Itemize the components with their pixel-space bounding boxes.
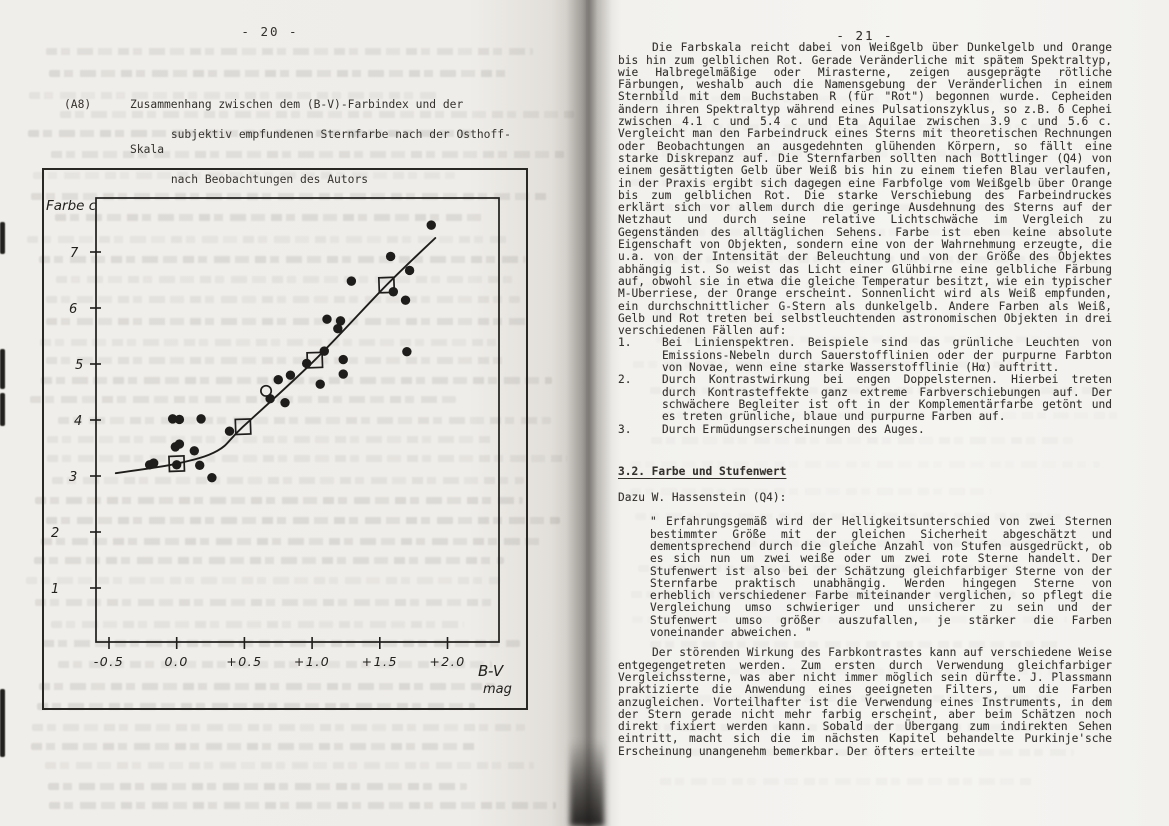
- x-tick-label: +1.5: [361, 654, 398, 669]
- hassenstein-quote: " Erfahrungsgemäß wird der Helligkeitsunterschied von zwei Sternen bestimmter Größe mit der gleichen Sicherheit abgeschätzt und dementsprechend durch die gleiche Anzahl von Stufen ausgedrückt, ob es sich nun um zwei weiße oder um zwei rote Sterne handelt. Der Stufenwert ist also bei der Schätzung gleichfarbiger Sterne von der Sternfarbe praktisch unabhängig. Werden hingegen Sterne von erheblich verschiedener Farbe miteinander verglichen, so pflegt die Vergleichung umso schwieriger und unsicherer zu sein und der Stufenwert umso größer auszufallen, je stärker die Farben voneinander abweichen. ": [650, 515, 1112, 640]
- data-point-dot: [280, 398, 289, 407]
- list-item: [618, 337, 1112, 374]
- data-point-dot: [196, 414, 205, 423]
- list-item-number: 2.: [618, 373, 632, 387]
- list-item: [618, 424, 1112, 436]
- y-tick-label: 2: [51, 526, 60, 541]
- data-point-dot: [405, 266, 414, 275]
- data-point-dot: [427, 220, 436, 229]
- list-item-number: 3.: [618, 422, 632, 436]
- x-tick-label: +0.5: [226, 654, 263, 669]
- figure-caption-label: (A8): [64, 98, 92, 111]
- data-point-dot: [339, 355, 348, 364]
- figure-caption-text: Zusammenhang zwischen dem (B-V)-Farbindex und der subjektiv empfundenen Sternfarbe nach der Osthoff-Skala nach Beobachtungen des Autors: [130, 98, 511, 186]
- page-number-left: - 20 -: [241, 24, 299, 39]
- y-tick-label: 5: [75, 358, 84, 373]
- y-tick-label: 7: [70, 246, 79, 261]
- paragraph-farbkontrast: Der störenden Wirkung des Farbkontrastes kann auf verschiedene Weise entgegengetreten werden. Zum ersten durch Verwendung gleichfarbiger Vergleichssterne, was aber nicht immer möglich sein dürfte. J. Plassmann praktizierte die Anwendung eines geeigneten Filters, um die Farben anzugleichen. Vorteilhafter ist die Verwendung eines Instruments, in dem der Stern gerade nicht mehr farbig erscheint, aber beim Schätzen noch direkt fixiert werden kann. Sobald der Übergang zum indirekten Sehen eintritt, macht sich die im nächsten Kapitel behandelte Purkinje'sche Erscheinung unangenehm bemerkbar. Der öfters erteilte: [618, 646, 1112, 758]
- figure-a8-scatter-plot: [42, 168, 528, 710]
- data-point-dot: [401, 295, 410, 304]
- x-tick-label: 0.0: [164, 654, 189, 669]
- trend-curve: [116, 238, 436, 473]
- quote-attribution: Dazu W. Hassenstein (Q4):: [618, 491, 787, 505]
- page-number-right: - 21 -: [836, 28, 894, 43]
- list-item-text: Bei Linienspektren. Beispiele sind das grünliche Leuchten von Emissions-Nebeln durch Sauerstofflinien oder der purpurne Farbton von Novae, wenn eine starke Wasserstofflinie (Hα) auftritt.: [662, 336, 1112, 375]
- scan-edge-mark: [0, 689, 5, 757]
- list-item-text: Durch Ermüdungserscheinungen des Auges.: [662, 422, 925, 436]
- list-item-number: 1.: [618, 336, 632, 350]
- data-point-dot: [322, 315, 331, 324]
- list-item-text: Durch Kontrastwirkung bei engen Doppelsternen. Hierbei treten durch Kontrasteffekte ganz extreme Farbverschiebungen auf. Der schwächere Begleiter ist oft in der Komplementärfarbe getönt und es treten grünliche, blaue und purpurne Farben auf.: [662, 373, 1112, 424]
- x-tick-label: +2.0: [429, 654, 466, 669]
- x-tick-label: -0.5: [93, 654, 125, 669]
- data-point-dot: [195, 461, 204, 470]
- data-point-dot: [149, 458, 158, 467]
- data-point-open-circle: [261, 386, 271, 396]
- list-item: [618, 374, 1112, 423]
- x-tick-label: +1.0: [293, 654, 331, 669]
- paragraph-farbskala: Die Farbskala reicht dabei von Weißgelb über Dunkelgelb und Orange bis hin zum gelblichen Rot. Gerade Veränderliche mit spätem Spektraltyp, wie Halbregelmäßige oder Mirasterne, zeigen ausgeprägte rötliche Färbungen, weshalb auch die Namensgebung der Veränderlichen in einem Sternbild mit dem Buchstaben R (für "Rot") begonnen wurde. Cepheiden ändern ihren Spektraltyp während eines Pulsationszyklus, so z.B. δ Cephei zwischen 4.1 c und 5.4 c und Eta Aquilae zwischen 3.9 c und 5.6 c. Vergleicht man den Farbeindruck eines Sterns mit theoretischen Rechnungen oder Beobachtungen an ausgedehnten glühenden Körpern, so fällt eine starke Diskrepanz auf. Die Sternfarben sollten nach Bottlinger (Q4) von einem gesättigten Gelb über Weiß bis hin zu einem tiefen Blau verlaufen, in der Praxis ergibt sich dagegen eine Farbfolge vom Weißgelb über Orange bis zum gelblichen Rot. Die starke Verschiebung des Farbeindruckes erklärt sich vor allem durch die geringe Ausdehnung des Sterns auf der Netzhaut und durch seine relative Lichtschwäche im Vergleich zu Gegenständen des alltäglichen Sehens. Farbe ist eben keine absolute Eigenschaft von Objekten, sondern eine von der Wahrnehmung erzeugte, die u.a. von der Intensität der Beleuchtung und von der Größe des Objektes abhängig ist. So weist das Licht einer Glühbirne eine gelbliche Färbung auf, obwohl sie in etwa die gleiche Temperatur besitzt, wie ein typischer M-Uberriese, der Orange erscheint. Sonnenlicht wird als Weiß empfunden, ein durchschnittlicher G-Stern als dunkelgelb. Andere Farben als Weiß, Gelb und Rot treten bei selbstleuchtenden astronomischen Objekten in drei verschiedenen Fällen auf:: [618, 41, 1112, 338]
- data-point-dot: [172, 460, 181, 469]
- page-right-text-column: [618, 30, 1112, 758]
- scan-edge-mark: [0, 349, 5, 389]
- data-point-dot: [175, 415, 184, 424]
- data-point-dot: [320, 346, 329, 355]
- data-point-dot: [286, 371, 295, 380]
- data-point-dot: [190, 446, 199, 455]
- data-point-dot: [386, 252, 395, 261]
- y-tick-label: 3: [69, 470, 78, 485]
- x-axis-unit-label: mag: [483, 682, 512, 697]
- y-tick-label: 4: [74, 414, 83, 429]
- data-point-dot: [402, 347, 411, 356]
- gutter-bottom-shadow: [570, 740, 604, 826]
- y-axis-label: Farbe c: [46, 198, 97, 214]
- data-point-dot: [274, 375, 283, 384]
- data-point-dot: [347, 276, 356, 285]
- data-point-dot: [225, 427, 234, 436]
- data-point-dot: [336, 316, 345, 325]
- data-point-dot: [316, 379, 325, 388]
- plot-frame: [96, 198, 499, 642]
- section-heading: 3.2. Farbe und Stufenwert: [618, 464, 787, 478]
- y-tick-label: 1: [51, 582, 60, 597]
- chart-svg: [42, 168, 528, 710]
- scan-edge-mark: [0, 393, 5, 426]
- x-axis-label: B-V: [478, 662, 504, 680]
- data-point-dot: [339, 369, 348, 378]
- y-tick-label: 6: [69, 302, 78, 317]
- data-point-dot: [175, 439, 184, 448]
- scan-edge-mark: [0, 222, 5, 254]
- data-point-dot: [207, 473, 216, 482]
